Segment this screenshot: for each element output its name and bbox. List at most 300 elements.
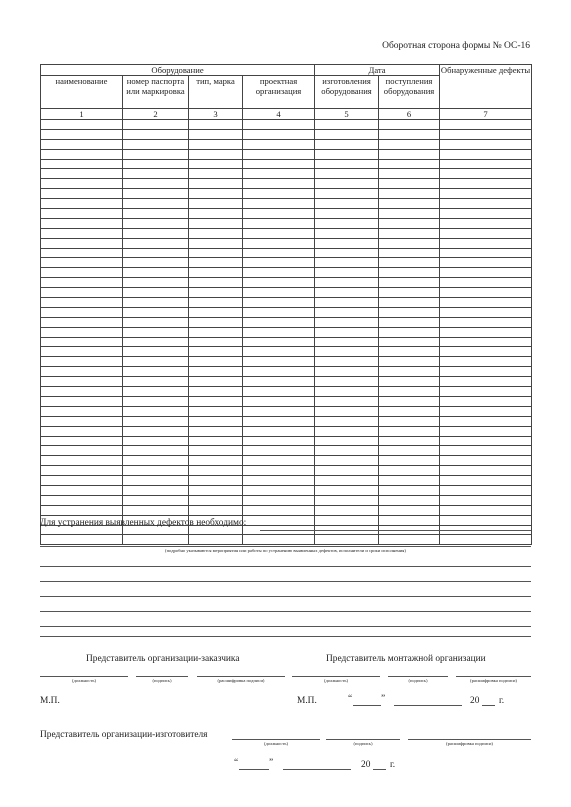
table-cell[interactable] (123, 189, 189, 199)
table-cell[interactable] (315, 298, 379, 308)
table-cell[interactable] (379, 228, 440, 238)
table-cell[interactable] (440, 199, 532, 209)
table-cell[interactable] (123, 426, 189, 436)
table-cell[interactable] (243, 288, 315, 298)
table-cell[interactable] (189, 347, 243, 357)
table-cell[interactable] (41, 278, 123, 288)
table-cell[interactable] (123, 505, 189, 515)
date-month-line[interactable] (283, 769, 351, 770)
table-cell[interactable] (315, 327, 379, 337)
table-cell[interactable] (243, 258, 315, 268)
table-cell[interactable] (243, 505, 315, 515)
table-cell[interactable] (440, 139, 532, 149)
table-cell[interactable] (189, 495, 243, 505)
table-cell[interactable] (41, 120, 123, 130)
table-cell[interactable] (189, 139, 243, 149)
table-cell[interactable] (123, 416, 189, 426)
table-cell[interactable] (41, 238, 123, 248)
table-cell[interactable] (440, 367, 532, 377)
table-cell[interactable] (243, 278, 315, 288)
table-cell[interactable] (440, 169, 532, 179)
customer-signature-line[interactable] (136, 676, 188, 677)
table-cell[interactable] (440, 189, 532, 199)
table-cell[interactable] (315, 367, 379, 377)
customer-position-line[interactable] (40, 676, 128, 677)
date-year-line[interactable] (482, 705, 495, 706)
table-cell[interactable] (41, 387, 123, 397)
table-cell[interactable] (41, 357, 123, 367)
table-cell[interactable] (41, 149, 123, 159)
table-cell[interactable] (379, 288, 440, 298)
table-cell[interactable] (189, 169, 243, 179)
table-cell[interactable] (243, 426, 315, 436)
date-day-line[interactable] (353, 705, 381, 706)
table-cell[interactable] (189, 396, 243, 406)
table-cell[interactable] (41, 426, 123, 436)
table-cell[interactable] (41, 495, 123, 505)
table-cell[interactable] (379, 189, 440, 199)
table-cell[interactable] (379, 505, 440, 515)
table-cell[interactable] (440, 387, 532, 397)
table-cell[interactable] (41, 406, 123, 416)
table-cell[interactable] (379, 485, 440, 495)
table-cell[interactable] (440, 446, 532, 456)
table-cell[interactable] (189, 426, 243, 436)
table-cell[interactable] (315, 268, 379, 278)
defects-input-line[interactable] (40, 566, 531, 567)
table-cell[interactable] (315, 317, 379, 327)
table-cell[interactable] (440, 357, 532, 367)
table-cell[interactable] (123, 238, 189, 248)
table-cell[interactable] (189, 288, 243, 298)
table-cell[interactable] (379, 406, 440, 416)
table-cell[interactable] (41, 139, 123, 149)
table-cell[interactable] (379, 476, 440, 486)
table-cell[interactable] (189, 416, 243, 426)
table-cell[interactable] (315, 357, 379, 367)
table-cell[interactable] (41, 228, 123, 238)
table-cell[interactable] (123, 357, 189, 367)
table-cell[interactable] (243, 317, 315, 327)
table-cell[interactable] (41, 485, 123, 495)
table-cell[interactable] (243, 209, 315, 219)
table-cell[interactable] (243, 129, 315, 139)
table-cell[interactable] (123, 159, 189, 169)
table-cell[interactable] (315, 218, 379, 228)
table-cell[interactable] (41, 446, 123, 456)
table-cell[interactable] (440, 327, 532, 337)
table-cell[interactable] (41, 179, 123, 189)
table-cell[interactable] (440, 476, 532, 486)
table-cell[interactable] (41, 268, 123, 278)
installer-decoding-line[interactable] (456, 676, 531, 677)
table-cell[interactable] (123, 258, 189, 268)
defects-input-line[interactable] (260, 530, 531, 531)
table-cell[interactable] (243, 238, 315, 248)
table-cell[interactable] (315, 347, 379, 357)
table-cell[interactable] (440, 218, 532, 228)
table-cell[interactable] (440, 298, 532, 308)
table-cell[interactable] (243, 456, 315, 466)
table-cell[interactable] (379, 426, 440, 436)
table-cell[interactable] (315, 515, 379, 525)
table-cell[interactable] (123, 298, 189, 308)
table-cell[interactable] (41, 199, 123, 209)
table-cell[interactable] (243, 189, 315, 199)
date-day-line[interactable] (239, 769, 269, 770)
table-cell[interactable] (379, 367, 440, 377)
table-cell[interactable] (379, 149, 440, 159)
table-cell[interactable] (123, 347, 189, 357)
table-cell[interactable] (123, 209, 189, 219)
table-cell[interactable] (123, 120, 189, 130)
table-cell[interactable] (315, 120, 379, 130)
table-cell[interactable] (315, 406, 379, 416)
table-cell[interactable] (243, 377, 315, 387)
table-cell[interactable] (41, 337, 123, 347)
table-cell[interactable] (379, 377, 440, 387)
customer-decoding-line[interactable] (197, 676, 285, 677)
table-cell[interactable] (189, 268, 243, 278)
table-cell[interactable] (123, 149, 189, 159)
table-cell[interactable] (123, 436, 189, 446)
table-cell[interactable] (189, 238, 243, 248)
table-cell[interactable] (243, 337, 315, 347)
table-cell[interactable] (41, 505, 123, 515)
date-month-line[interactable] (394, 705, 462, 706)
table-cell[interactable] (189, 387, 243, 397)
table-cell[interactable] (379, 535, 440, 545)
table-cell[interactable] (315, 149, 379, 159)
table-cell[interactable] (189, 406, 243, 416)
table-cell[interactable] (189, 159, 243, 169)
table-cell[interactable] (189, 248, 243, 258)
table-cell[interactable] (189, 505, 243, 515)
table-cell[interactable] (379, 466, 440, 476)
table-cell[interactable] (123, 327, 189, 337)
table-cell[interactable] (379, 258, 440, 268)
table-cell[interactable] (41, 288, 123, 298)
date-year-line[interactable] (373, 769, 386, 770)
table-cell[interactable] (189, 209, 243, 219)
table-cell[interactable] (379, 298, 440, 308)
table-cell[interactable] (243, 406, 315, 416)
table-cell[interactable] (440, 159, 532, 169)
table-cell[interactable] (243, 476, 315, 486)
table-cell[interactable] (123, 495, 189, 505)
table-cell[interactable] (315, 288, 379, 298)
table-cell[interactable] (440, 149, 532, 159)
table-cell[interactable] (440, 179, 532, 189)
table-cell[interactable] (440, 416, 532, 426)
table-cell[interactable] (379, 120, 440, 130)
table-cell[interactable] (243, 357, 315, 367)
table-cell[interactable] (243, 169, 315, 179)
table-cell[interactable] (243, 159, 315, 169)
table-cell[interactable] (41, 416, 123, 426)
table-cell[interactable] (440, 515, 532, 525)
table-cell[interactable] (315, 416, 379, 426)
table-cell[interactable] (315, 476, 379, 486)
defects-input-line[interactable] (40, 596, 531, 597)
table-cell[interactable] (315, 535, 379, 545)
table-cell[interactable] (189, 228, 243, 238)
table-cell[interactable] (189, 485, 243, 495)
table-cell[interactable] (379, 218, 440, 228)
table-cell[interactable] (379, 169, 440, 179)
table-cell[interactable] (123, 466, 189, 476)
table-cell[interactable] (243, 298, 315, 308)
table-cell[interactable] (315, 446, 379, 456)
table-cell[interactable] (123, 387, 189, 397)
table-cell[interactable] (440, 485, 532, 495)
table-cell[interactable] (315, 169, 379, 179)
table-cell[interactable] (440, 347, 532, 357)
table-cell[interactable] (243, 327, 315, 337)
table-cell[interactable] (440, 307, 532, 317)
table-cell[interactable] (440, 337, 532, 347)
table-cell[interactable] (41, 298, 123, 308)
table-cell[interactable] (379, 357, 440, 367)
table-cell[interactable] (123, 199, 189, 209)
table-cell[interactable] (189, 456, 243, 466)
defects-input-line[interactable] (40, 581, 531, 582)
table-cell[interactable] (243, 248, 315, 258)
table-cell[interactable] (41, 317, 123, 327)
table-cell[interactable] (440, 228, 532, 238)
table-cell[interactable] (189, 120, 243, 130)
table-cell[interactable] (123, 476, 189, 486)
table-cell[interactable] (123, 396, 189, 406)
table-cell[interactable] (379, 268, 440, 278)
table-cell[interactable] (379, 337, 440, 347)
table-cell[interactable] (379, 515, 440, 525)
table-cell[interactable] (123, 139, 189, 149)
table-cell[interactable] (41, 535, 123, 545)
table-cell[interactable] (440, 406, 532, 416)
table-cell[interactable] (243, 515, 315, 525)
table-cell[interactable] (440, 268, 532, 278)
table-cell[interactable] (315, 307, 379, 317)
table-cell[interactable] (440, 456, 532, 466)
table-cell[interactable] (440, 209, 532, 219)
table-cell[interactable] (379, 436, 440, 446)
table-cell[interactable] (243, 347, 315, 357)
table-cell[interactable] (440, 466, 532, 476)
table-cell[interactable] (243, 485, 315, 495)
table-cell[interactable] (440, 288, 532, 298)
table-cell[interactable] (440, 377, 532, 387)
table-cell[interactable] (315, 179, 379, 189)
table-cell[interactable] (123, 337, 189, 347)
table-cell[interactable] (315, 209, 379, 219)
table-cell[interactable] (41, 367, 123, 377)
table-cell[interactable] (440, 248, 532, 258)
table-cell[interactable] (41, 377, 123, 387)
table-cell[interactable] (41, 456, 123, 466)
table-cell[interactable] (440, 258, 532, 268)
table-cell[interactable] (41, 347, 123, 357)
table-cell[interactable] (315, 129, 379, 139)
table-cell[interactable] (189, 357, 243, 367)
table-cell[interactable] (123, 446, 189, 456)
table-cell[interactable] (189, 377, 243, 387)
table-cell[interactable] (189, 258, 243, 268)
table-cell[interactable] (41, 258, 123, 268)
table-cell[interactable] (41, 169, 123, 179)
table-cell[interactable] (123, 288, 189, 298)
table-cell[interactable] (41, 159, 123, 169)
table-cell[interactable] (315, 505, 379, 515)
defects-input-line[interactable] (40, 626, 531, 627)
table-cell[interactable] (315, 278, 379, 288)
table-cell[interactable] (123, 485, 189, 495)
table-cell[interactable] (41, 209, 123, 219)
table-cell[interactable] (440, 436, 532, 446)
table-cell[interactable] (189, 218, 243, 228)
table-cell[interactable] (123, 268, 189, 278)
table-cell[interactable] (379, 495, 440, 505)
table-cell[interactable] (123, 228, 189, 238)
table-cell[interactable] (315, 396, 379, 406)
table-cell[interactable] (379, 139, 440, 149)
table-cell[interactable] (189, 298, 243, 308)
table-cell[interactable] (379, 179, 440, 189)
table-cell[interactable] (243, 120, 315, 130)
table-cell[interactable] (379, 416, 440, 426)
table-cell[interactable] (440, 238, 532, 248)
table-cell[interactable] (440, 120, 532, 130)
table-cell[interactable] (243, 396, 315, 406)
table-cell[interactable] (189, 367, 243, 377)
table-cell[interactable] (123, 367, 189, 377)
table-cell[interactable] (189, 466, 243, 476)
manufacturer-signature-line[interactable] (326, 739, 400, 740)
table-cell[interactable] (41, 218, 123, 228)
table-cell[interactable] (379, 159, 440, 169)
table-cell[interactable] (243, 367, 315, 377)
table-cell[interactable] (440, 396, 532, 406)
table-cell[interactable] (440, 535, 532, 545)
table-cell[interactable] (379, 347, 440, 357)
table-cell[interactable] (379, 238, 440, 248)
table-cell[interactable] (315, 189, 379, 199)
table-cell[interactable] (440, 426, 532, 436)
table-cell[interactable] (315, 159, 379, 169)
table-cell[interactable] (189, 307, 243, 317)
table-cell[interactable] (379, 278, 440, 288)
table-cell[interactable] (123, 278, 189, 288)
table-cell[interactable] (189, 327, 243, 337)
table-cell[interactable] (315, 199, 379, 209)
table-cell[interactable] (41, 189, 123, 199)
table-cell[interactable] (189, 189, 243, 199)
manufacturer-decoding-line[interactable] (408, 739, 531, 740)
table-cell[interactable] (123, 377, 189, 387)
table-cell[interactable] (243, 199, 315, 209)
table-cell[interactable] (123, 307, 189, 317)
table-cell[interactable] (123, 218, 189, 228)
table-cell[interactable] (189, 436, 243, 446)
installer-signature-line[interactable] (388, 676, 448, 677)
table-cell[interactable] (379, 248, 440, 258)
table-cell[interactable] (440, 317, 532, 327)
table-cell[interactable] (243, 387, 315, 397)
table-cell[interactable] (41, 436, 123, 446)
table-cell[interactable] (243, 466, 315, 476)
table-cell[interactable] (189, 149, 243, 159)
table-cell[interactable] (41, 307, 123, 317)
table-cell[interactable] (315, 139, 379, 149)
table-cell[interactable] (123, 248, 189, 258)
table-cell[interactable] (189, 317, 243, 327)
table-cell[interactable] (243, 268, 315, 278)
table-cell[interactable] (123, 169, 189, 179)
table-cell[interactable] (379, 396, 440, 406)
table-cell[interactable] (189, 476, 243, 486)
table-cell[interactable] (379, 129, 440, 139)
table-cell[interactable] (41, 129, 123, 139)
table-cell[interactable] (243, 416, 315, 426)
table-cell[interactable] (123, 456, 189, 466)
table-cell[interactable] (379, 199, 440, 209)
table-cell[interactable] (189, 179, 243, 189)
table-cell[interactable] (41, 466, 123, 476)
table-cell[interactable] (243, 149, 315, 159)
table-cell[interactable] (189, 199, 243, 209)
table-cell[interactable] (379, 307, 440, 317)
table-cell[interactable] (243, 228, 315, 238)
table-cell[interactable] (123, 317, 189, 327)
defects-input-line[interactable] (40, 636, 531, 637)
table-cell[interactable] (315, 228, 379, 238)
table-cell[interactable] (440, 278, 532, 288)
table-cell[interactable] (123, 406, 189, 416)
table-cell[interactable] (379, 327, 440, 337)
defects-input-line[interactable] (40, 546, 531, 547)
table-cell[interactable] (379, 317, 440, 327)
table-cell[interactable] (189, 337, 243, 347)
table-cell[interactable] (315, 377, 379, 387)
defects-input-line[interactable] (40, 611, 531, 612)
table-cell[interactable] (243, 446, 315, 456)
manufacturer-position-line[interactable] (232, 739, 320, 740)
table-cell[interactable] (41, 476, 123, 486)
table-cell[interactable] (379, 209, 440, 219)
table-cell[interactable] (243, 139, 315, 149)
table-cell[interactable] (315, 238, 379, 248)
table-cell[interactable] (315, 485, 379, 495)
table-cell[interactable] (315, 387, 379, 397)
table-cell[interactable] (189, 535, 243, 545)
table-cell[interactable] (315, 466, 379, 476)
table-cell[interactable] (315, 495, 379, 505)
table-cell[interactable] (41, 396, 123, 406)
table-cell[interactable] (315, 248, 379, 258)
table-cell[interactable] (243, 307, 315, 317)
table-cell[interactable] (189, 278, 243, 288)
table-cell[interactable] (315, 258, 379, 268)
table-cell[interactable] (379, 456, 440, 466)
table-cell[interactable] (243, 436, 315, 446)
table-cell[interactable] (315, 426, 379, 436)
table-cell[interactable] (440, 129, 532, 139)
table-cell[interactable] (41, 248, 123, 258)
table-cell[interactable] (189, 129, 243, 139)
table-cell[interactable] (440, 505, 532, 515)
table-cell[interactable] (379, 387, 440, 397)
table-cell[interactable] (315, 436, 379, 446)
